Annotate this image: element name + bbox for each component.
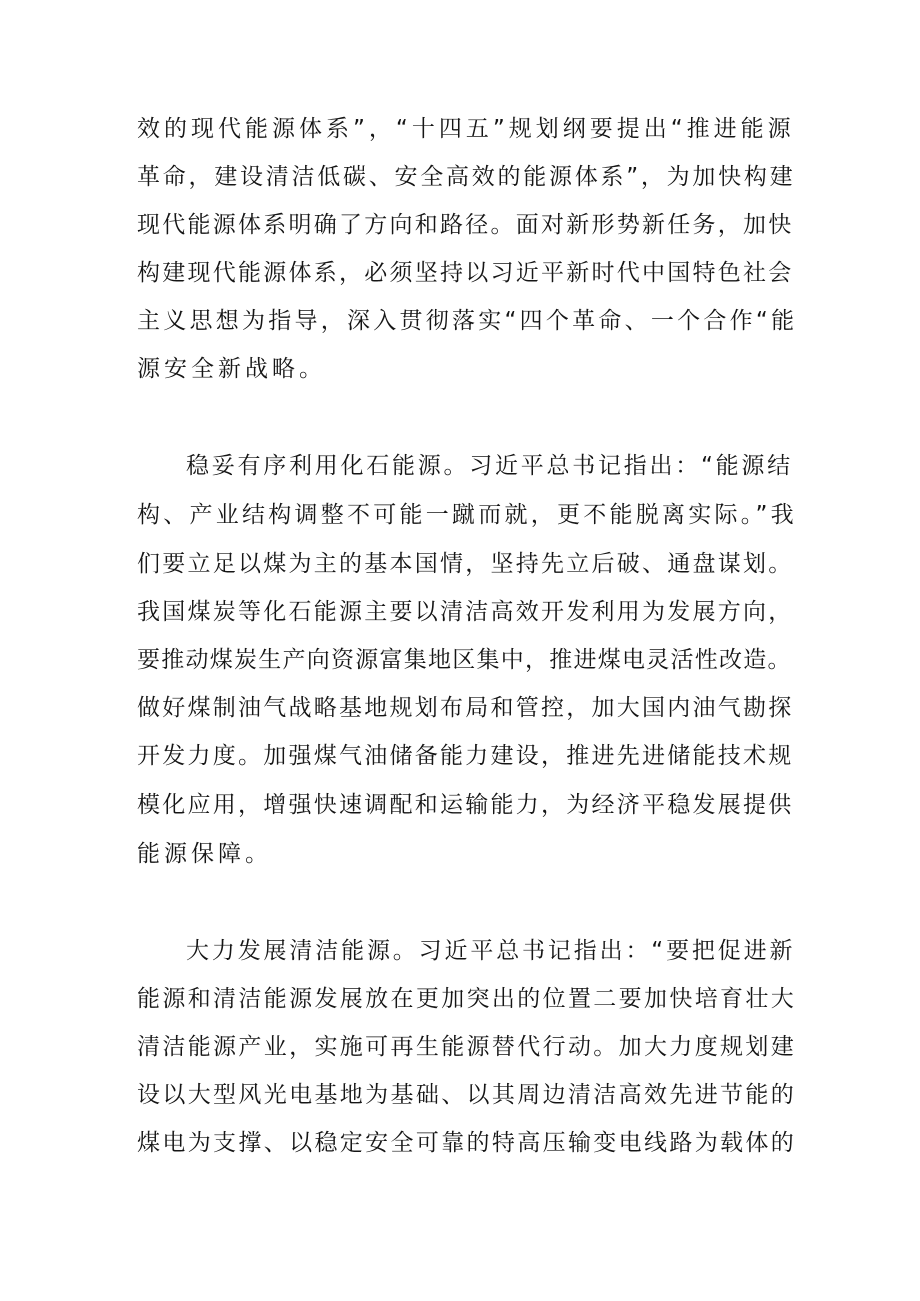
text-line: 现代能源体系明确了方向和路径。面对新形势新任务，加快 (137, 212, 794, 238)
text-line: 我国煤炭等化石能源主要以清洁高效开发利用为发展方向， (137, 599, 794, 625)
text-line: 能源和清洁能源发展放在更加突出的位置二要加快培育壮大 (137, 986, 797, 1012)
text-line: 构建现代能源体系，必须坚持以习近平新时代中国特色社会 (137, 260, 794, 286)
text-line: 源安全新战略。 (137, 356, 326, 382)
text-line: 开发力度。加强煤气油储备能力建设，推进先进储能技术规 (137, 743, 794, 769)
text-line: 要推动煤炭生产向资源富集地区集中，推进煤电灵活性改造。 (137, 647, 792, 673)
text-line: 构、产业结构调整不可能一蹴而就，更不能脱离实际。”我 (137, 502, 797, 528)
text-line: 设以大型风光电基地为基础、以其周边清洁高效先进节能的 (137, 1082, 797, 1108)
text-line: 革命，建设清洁低碳、安全高效的能源体系”，为加快构建 (137, 164, 796, 190)
text-line: 能源保障。 (137, 841, 272, 867)
text-line: 们要立足以煤为主的基本国情，坚持先立后破、通盘谋划。 (137, 551, 794, 577)
text-line: 模化应用，增强快速调配和运输能力，为经济平稳发展提供 (137, 792, 794, 818)
text-line: 清洁能源产业，实施可再生能源替代行动。加大力度规划建 (137, 1034, 797, 1060)
text-line: 做好煤制油气战略基地规划布局和管控，加大国内油气勘探 (137, 695, 794, 721)
text-line: 大力发展清洁能源。习近平总书记指出：“要把促进新 (186, 938, 796, 964)
text-line: 主义思想为指导，深入贯彻落实“四个革命、一个合作“能 (137, 308, 798, 334)
text-line: 效的现代能源体系”，“十四五”规划纲要提出“推进能源 (137, 116, 795, 142)
text-line: 稳妥有序利用化石能源。习近平总书记指出：“能源结 (186, 453, 793, 479)
text-line: 煤电为支撑、以稳定安全可靠的特高压输变电线路为载体的 (137, 1130, 797, 1156)
